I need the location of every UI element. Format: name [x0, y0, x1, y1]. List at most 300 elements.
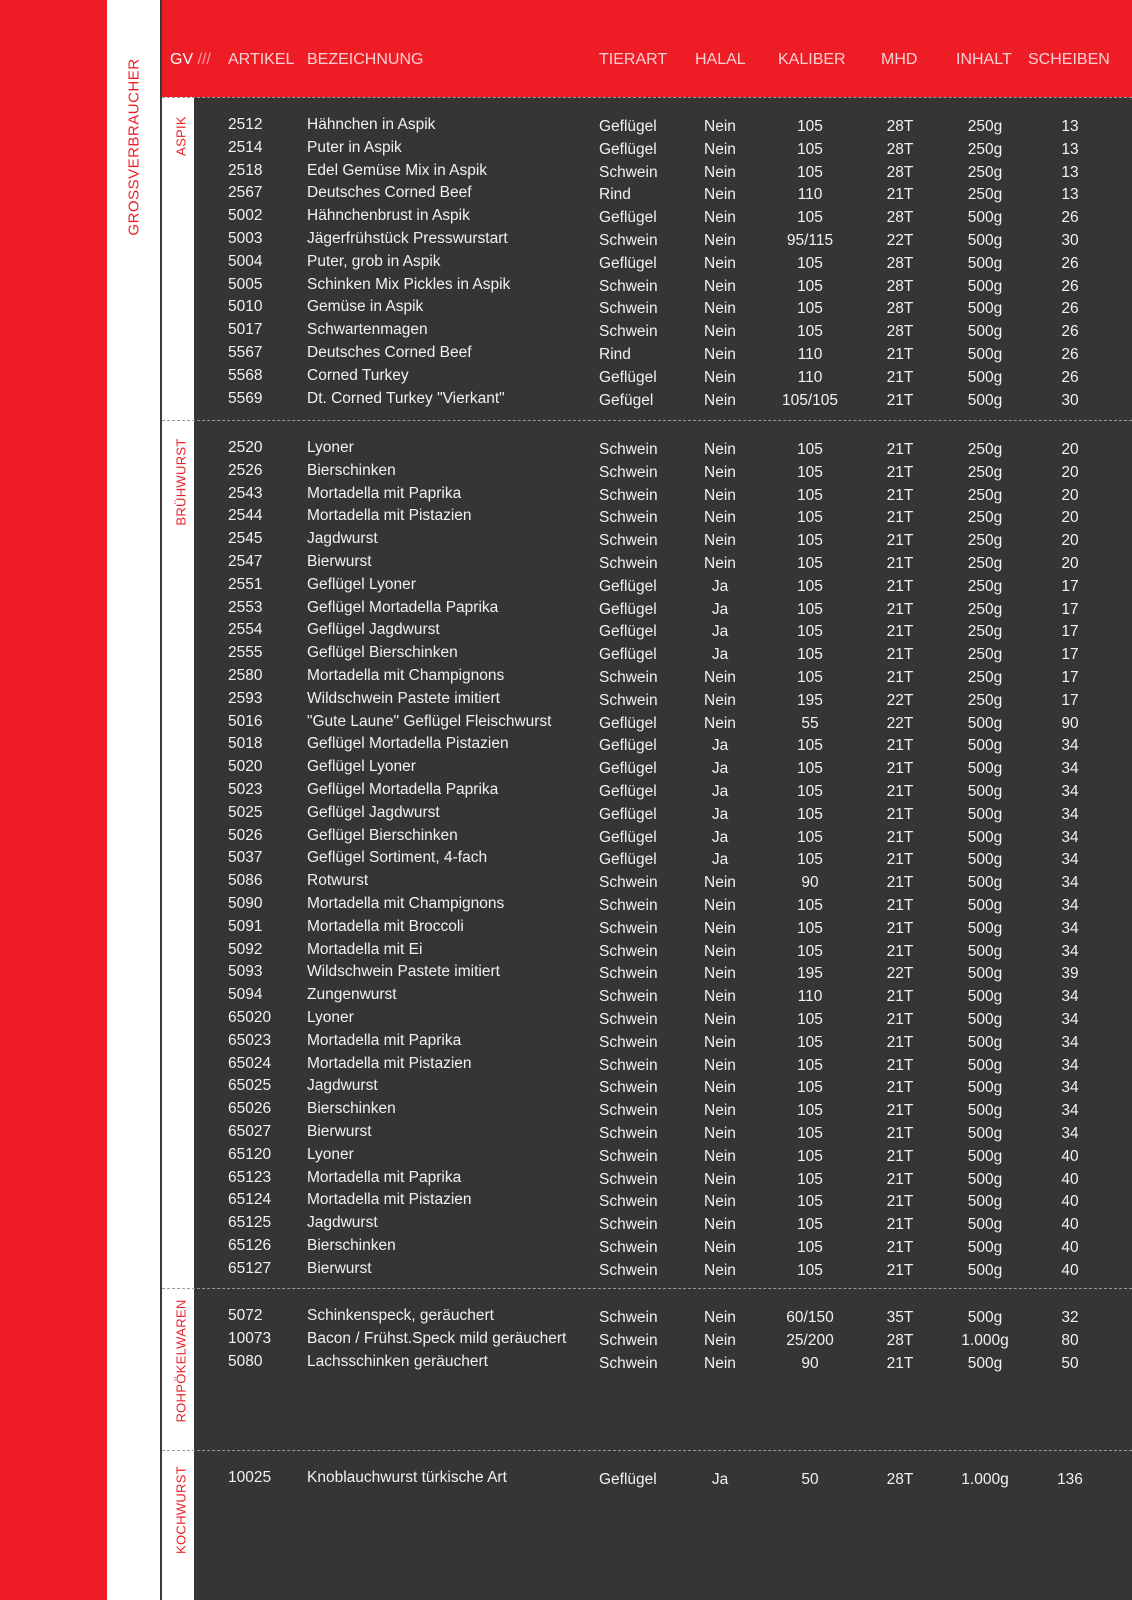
cell-value: Ja [711, 805, 729, 823]
cell-value: 195 [797, 965, 823, 983]
cell-kal [797, 463, 836, 482]
table-row [0, 388, 1132, 410]
cell-kal [797, 1170, 836, 1189]
cell-art: 65127 [228, 1259, 272, 1277]
cell-tier: Geflügel [599, 140, 657, 158]
table-row [0, 1030, 1132, 1052]
cell-value: Nein [704, 988, 736, 1006]
cell-tier: Schwein [599, 1216, 658, 1234]
cell-sch [1061, 1079, 1087, 1097]
cell-value: 500g [967, 988, 1003, 1006]
cell-tier: Geflügel [599, 760, 657, 778]
cell-value: 250g [967, 646, 1003, 664]
cell-kal [797, 1261, 836, 1280]
cell-value: 500g [967, 805, 1003, 823]
cell-bez: Mortadella mit Broccoli [307, 917, 464, 935]
table-row [0, 1467, 1132, 1489]
cell-value: 34 [1061, 783, 1079, 800]
cell-art: 65025 [228, 1077, 272, 1095]
cell-bez: Bierwurst [307, 553, 372, 570]
cell-sch [1061, 277, 1087, 296]
cell-value: 34 [1061, 874, 1079, 892]
cell-value: 21T [886, 1056, 914, 1074]
cell-value: 26 [1061, 346, 1079, 363]
cell-mhd [886, 1102, 927, 1120]
cell-inh [967, 942, 1019, 961]
cell-tier: Schwein [599, 163, 658, 181]
cell-sch [1061, 555, 1087, 573]
cell-inh [967, 691, 1019, 710]
cell-bez: Geflügel Jagdwurst [307, 621, 440, 639]
cell-value: Nein [704, 555, 736, 572]
table-row [0, 274, 1132, 296]
cell-value: 500g [967, 919, 1003, 937]
cell-value: 105 [797, 1170, 823, 1188]
cell-tier: Geflügel [599, 623, 657, 641]
cell-tier: Geflügel [599, 209, 657, 227]
cell-value: 21T [886, 509, 914, 527]
table-row [0, 619, 1132, 641]
table-row [0, 182, 1132, 204]
cell-value: 34 [1061, 942, 1079, 960]
cell-value: 21T [886, 828, 914, 846]
cell-value: 105 [797, 1147, 823, 1165]
cell-kal [797, 532, 836, 550]
table-row [0, 1167, 1132, 1189]
cell-tier: Schwein [599, 232, 658, 249]
cell-tier: Geflügel [599, 646, 657, 664]
cell-kal [797, 942, 836, 961]
cell-kal [797, 163, 836, 182]
cell-mhd [886, 186, 927, 204]
cell-value: 34 [1061, 1102, 1079, 1120]
cell-art: 5026 [228, 826, 263, 844]
cell-value: 500g [967, 1354, 1003, 1372]
cell-value: 34 [1061, 805, 1079, 823]
section-label: KOCHWURST [173, 1466, 189, 1554]
cell-bez: Geflügel Mortadella Paprika [307, 781, 499, 798]
cell-sch [1061, 486, 1087, 505]
cell-value: 110 [797, 988, 823, 1006]
cell-art: 2554 [228, 621, 263, 639]
cell-art: 5080 [228, 1352, 263, 1370]
cell-value: 105 [797, 828, 823, 846]
cell-sch [1061, 140, 1087, 159]
cell-sch [1061, 1354, 1087, 1373]
cell-value: 500g [967, 737, 1003, 755]
cell-inh [967, 919, 1019, 938]
cell-value: 39 [1061, 965, 1079, 983]
cell-kal [786, 1309, 857, 1327]
cell-value: 250g [967, 163, 1003, 181]
cell-inh [961, 1471, 1032, 1489]
cell-sch [1061, 186, 1087, 204]
table-row [0, 528, 1132, 550]
cell-bez: Geflügel Lyoner [307, 758, 416, 776]
cell-value: 26 [1061, 368, 1079, 386]
cell-art: 2544 [228, 507, 263, 525]
cell-tier: Geflügel [599, 1471, 657, 1488]
cell-value: 500g [967, 300, 1003, 318]
cell-inh [967, 988, 1019, 1006]
cell-value: 250g [967, 623, 1003, 641]
cell-value: 105 [797, 1239, 823, 1256]
cell-value: 21T [886, 600, 914, 618]
cell-bez: Mortadella mit Champignons [307, 667, 505, 684]
cell-value: 500g [967, 232, 1003, 249]
cell-value: 34 [1061, 851, 1079, 869]
cell-value: Nein [704, 368, 736, 386]
cell-bez: Geflügel Jagdwurst [307, 803, 440, 821]
cell-tier: Schwein [599, 486, 658, 504]
cell-sch [1061, 714, 1087, 733]
cell-inh [967, 1147, 1019, 1166]
cell-value: 90 [801, 874, 819, 892]
table-row [0, 160, 1132, 182]
cell-tier: Geflügel [599, 368, 657, 386]
cell-value: 26 [1061, 323, 1079, 341]
table-row [0, 1189, 1132, 1211]
table-row [0, 825, 1132, 847]
cell-kal [781, 391, 866, 410]
cell-value: Nein [704, 897, 736, 914]
cell-value: Nein [704, 1261, 736, 1279]
cell-mhd [886, 1011, 927, 1029]
cell-inh [967, 1239, 1019, 1257]
cell-sch [1061, 669, 1087, 687]
table-row [0, 505, 1132, 527]
cell-inh [967, 140, 1019, 159]
table-row [0, 779, 1132, 801]
cell-value: 1.000g [961, 1471, 1009, 1488]
cell-value: Nein [704, 1125, 736, 1142]
cell-value: 34 [1061, 897, 1079, 914]
cell-value: 20 [1061, 509, 1079, 527]
cell-tier: Geflügel [599, 118, 657, 135]
cell-value: 250g [967, 140, 1003, 158]
cell-sch [1061, 118, 1087, 136]
cell-kal [801, 874, 827, 892]
cell-mhd [886, 623, 927, 641]
table-row [0, 984, 1132, 1006]
cell-art: 10025 [228, 1469, 272, 1486]
cell-bez: "Gute Laune" Geflügel Fleischwurst [307, 712, 552, 730]
cell-sch [1061, 646, 1087, 664]
cell-sch [1061, 441, 1087, 459]
cell-value: 30 [1061, 391, 1079, 409]
cell-mhd [886, 1033, 927, 1052]
cell-value: 21T [886, 805, 914, 823]
cell-mhd [886, 1147, 927, 1166]
cell-value: 250g [967, 669, 1003, 686]
cell-value: 1.000g [961, 1331, 1009, 1349]
table-row [0, 437, 1132, 459]
cell-sch [1061, 623, 1087, 641]
cell-value: 34 [1061, 988, 1079, 1006]
cell-tier: Schwein [599, 1056, 658, 1074]
cell-value: 28T [886, 323, 914, 341]
cell-bez: Deutsches Corned Beef [307, 184, 472, 202]
cell-tier: Schwein [599, 1125, 658, 1142]
cell-value: 500g [967, 277, 1003, 295]
cell-kal [797, 368, 835, 387]
cell-bez: Jagdwurst [307, 1077, 378, 1095]
cell-kal [797, 1079, 836, 1097]
cell-value: Nein [704, 323, 736, 341]
cell-value: Nein [704, 346, 736, 363]
side-title: GROSSVERBRAUCHER [125, 58, 143, 236]
cell-kal [797, 277, 836, 296]
cell-value: 250g [967, 600, 1003, 618]
cell-art: 5090 [228, 895, 263, 912]
cell-art: 65126 [228, 1237, 272, 1254]
cell-mhd [886, 300, 927, 318]
cell-value: 21T [886, 1261, 914, 1279]
cell-inh [967, 623, 1019, 641]
cell-value: 21T [886, 441, 914, 458]
cell-value: 500g [967, 1125, 1003, 1142]
cell-inh [967, 118, 1019, 136]
table-row [0, 460, 1132, 482]
cell-mhd [886, 691, 927, 710]
cell-sch [1061, 1331, 1087, 1350]
cell-value: 17 [1061, 669, 1079, 686]
cell-art: 10073 [228, 1329, 272, 1347]
cell-inh [967, 391, 1019, 410]
cell-art: 5017 [228, 321, 263, 339]
cell-kal [797, 851, 836, 869]
cell-value: 28T [886, 1471, 914, 1488]
cell-value: Nein [704, 118, 736, 135]
cell-value: 34 [1061, 828, 1079, 846]
cell-value: 500g [967, 828, 1003, 846]
cell-inh [967, 1056, 1019, 1075]
table-row [0, 342, 1132, 364]
cell-bez: Bacon / Frühst.Speck mild geräuchert [307, 1329, 567, 1347]
cell-mhd [886, 140, 927, 159]
cell-value: 21T [886, 486, 914, 504]
cell-value: Nein [704, 186, 736, 204]
cell-kal [797, 919, 836, 938]
cell-art: 2553 [228, 598, 263, 616]
cell-value: 110 [797, 368, 823, 386]
cell-sch [1061, 988, 1087, 1006]
cell-kal [797, 1216, 836, 1234]
cell-tier: Schwein [599, 277, 658, 295]
cell-value: 80 [1061, 1331, 1079, 1349]
cell-value: 500g [967, 323, 1003, 341]
cell-mhd [886, 509, 927, 527]
cell-value: 250g [967, 441, 1003, 458]
cell-value: 500g [967, 783, 1003, 800]
cell-value: Nein [704, 1079, 736, 1097]
cell-bez: Bierschinken [307, 461, 396, 479]
cell-value: 34 [1061, 1033, 1079, 1051]
cell-value: Nein [704, 300, 736, 318]
cell-value: 105 [797, 509, 823, 527]
cell-value: 21T [886, 1170, 914, 1188]
cell-value: 500g [967, 714, 1003, 732]
cell-value: Nein [704, 486, 736, 504]
cell-value: 60/150 [786, 1309, 834, 1326]
cell-value: 500g [967, 1056, 1003, 1074]
cell-value: 105 [797, 140, 823, 158]
cell-mhd [886, 232, 927, 250]
section-label: ASPIK [173, 116, 189, 156]
cell-value: 21T [886, 851, 914, 869]
cell-tier: Rind [599, 346, 631, 363]
cell-value: 13 [1061, 118, 1079, 135]
cell-tier: Schwein [599, 1011, 658, 1028]
section-label: BRÜHWURST [173, 438, 189, 526]
cell-mhd [886, 346, 927, 364]
table-row [0, 1075, 1132, 1097]
cell-sch [1061, 919, 1087, 938]
cell-value: 40 [1061, 1193, 1079, 1211]
cell-value: Nein [704, 1354, 736, 1372]
cell-kal [797, 509, 836, 527]
cell-art: 65027 [228, 1123, 272, 1140]
cell-art: 65023 [228, 1031, 272, 1049]
cell-inh [967, 965, 1019, 983]
cell-mhd [886, 323, 927, 341]
cell-value: Nein [704, 509, 736, 527]
header-tierart: TIERART [599, 51, 668, 68]
cell-inh [967, 783, 1019, 801]
cell-sch [1061, 1216, 1087, 1234]
cell-value: 34 [1061, 760, 1079, 778]
cell-kal [797, 209, 836, 227]
cell-art: 5005 [228, 275, 263, 293]
cell-art: 2555 [228, 644, 263, 662]
cell-value: Nein [704, 669, 736, 686]
cell-value: 105 [797, 300, 823, 318]
cell-art: 65026 [228, 1100, 272, 1118]
cell-tier: Schwein [599, 441, 658, 458]
cell-inh [967, 1102, 1019, 1120]
cell-sch [1061, 346, 1087, 364]
cell-value: 21T [886, 623, 914, 641]
cell-value: Nein [704, 691, 736, 709]
cell-bez: Wildschwein Pastete imitiert [307, 963, 500, 981]
cell-art: 65125 [228, 1214, 272, 1232]
cell-value: 20 [1061, 532, 1079, 550]
table-row [0, 114, 1132, 136]
cell-value: 13 [1061, 186, 1079, 204]
cell-sch [1061, 1193, 1087, 1211]
cell-value: Nein [704, 942, 736, 960]
cell-value: 105 [797, 623, 823, 641]
cell-kal [797, 783, 836, 801]
cell-value: 34 [1061, 1011, 1079, 1028]
cell-mhd [886, 919, 927, 938]
table-row [0, 847, 1132, 869]
cell-kal [797, 805, 836, 824]
cell-kal [786, 1331, 857, 1350]
cell-value: 500g [967, 209, 1003, 227]
cell-value: Nein [704, 874, 736, 892]
cell-tier: Schwein [599, 323, 658, 341]
cell-sch [1061, 1125, 1087, 1143]
table-row [0, 551, 1132, 573]
cell-tier: Schwein [599, 1239, 658, 1256]
cell-value: 34 [1061, 1125, 1079, 1142]
cell-tier: Schwein [599, 874, 658, 892]
header-inhalt: INHALT [956, 51, 1012, 68]
cell-mhd [886, 555, 927, 573]
cell-value: 195 [797, 691, 823, 709]
cell-mhd [886, 646, 927, 664]
cell-bez: Geflügel Bierschinken [307, 826, 458, 844]
cell-value: 21T [886, 1033, 914, 1051]
table-row [0, 137, 1132, 159]
cell-inh [967, 646, 1019, 664]
cell-value: Nein [704, 391, 736, 409]
table-row [0, 802, 1132, 824]
cell-kal [797, 760, 836, 778]
cell-inh [967, 897, 1019, 915]
cell-value: Ja [711, 851, 729, 869]
cell-value: 90 [801, 1354, 819, 1372]
header-gv: GV /// [170, 51, 211, 68]
cell-value: 17 [1061, 691, 1079, 709]
cell-value: 28T [886, 277, 914, 295]
cell-value: Nein [704, 532, 736, 550]
header-halal: HALAL [695, 51, 746, 68]
table-row [0, 296, 1132, 318]
cell-inh [967, 1125, 1019, 1143]
cell-kal [797, 646, 836, 664]
cell-art: 5016 [228, 712, 263, 730]
cell-value: 17 [1061, 577, 1079, 595]
cell-value: 28T [886, 209, 914, 227]
cell-bez: Gemüse in Aspik [307, 298, 424, 316]
cell-value: 21T [886, 1239, 914, 1256]
cell-inh [967, 1354, 1019, 1373]
cell-value: Nein [704, 1331, 736, 1349]
header-mhd: MHD [881, 51, 918, 68]
cell-tier: Schwein [599, 919, 658, 937]
cell-tier: Schwein [599, 965, 658, 983]
cell-sch [1061, 232, 1087, 250]
cell-value: 22T [886, 232, 914, 249]
cell-mhd [886, 851, 927, 869]
cell-value: 500g [967, 1261, 1003, 1279]
section-divider [162, 420, 1132, 421]
cell-value: 250g [967, 555, 1003, 572]
cell-value: 105 [797, 1193, 823, 1211]
table-row [0, 1351, 1132, 1373]
cell-mhd [886, 783, 927, 801]
cell-value: 500g [967, 1239, 1003, 1256]
cell-inh [967, 1309, 1019, 1327]
cell-bez: Bierwurst [307, 1259, 372, 1277]
cell-art: 65024 [228, 1054, 272, 1072]
cell-value: 40 [1061, 1216, 1079, 1234]
cell-sch [1061, 874, 1087, 892]
cell-mhd [886, 1216, 927, 1234]
cell-tier: Schwein [599, 1170, 658, 1188]
cell-value: 21T [886, 737, 914, 755]
cell-value: 50 [801, 1471, 819, 1488]
table-row [0, 1053, 1132, 1075]
table-row [0, 319, 1132, 341]
cell-value: Ja [711, 760, 729, 778]
cell-kal [797, 1239, 836, 1257]
cell-value: 40 [1061, 1261, 1079, 1279]
cell-inh [967, 509, 1019, 527]
cell-value: Nein [704, 1147, 736, 1165]
